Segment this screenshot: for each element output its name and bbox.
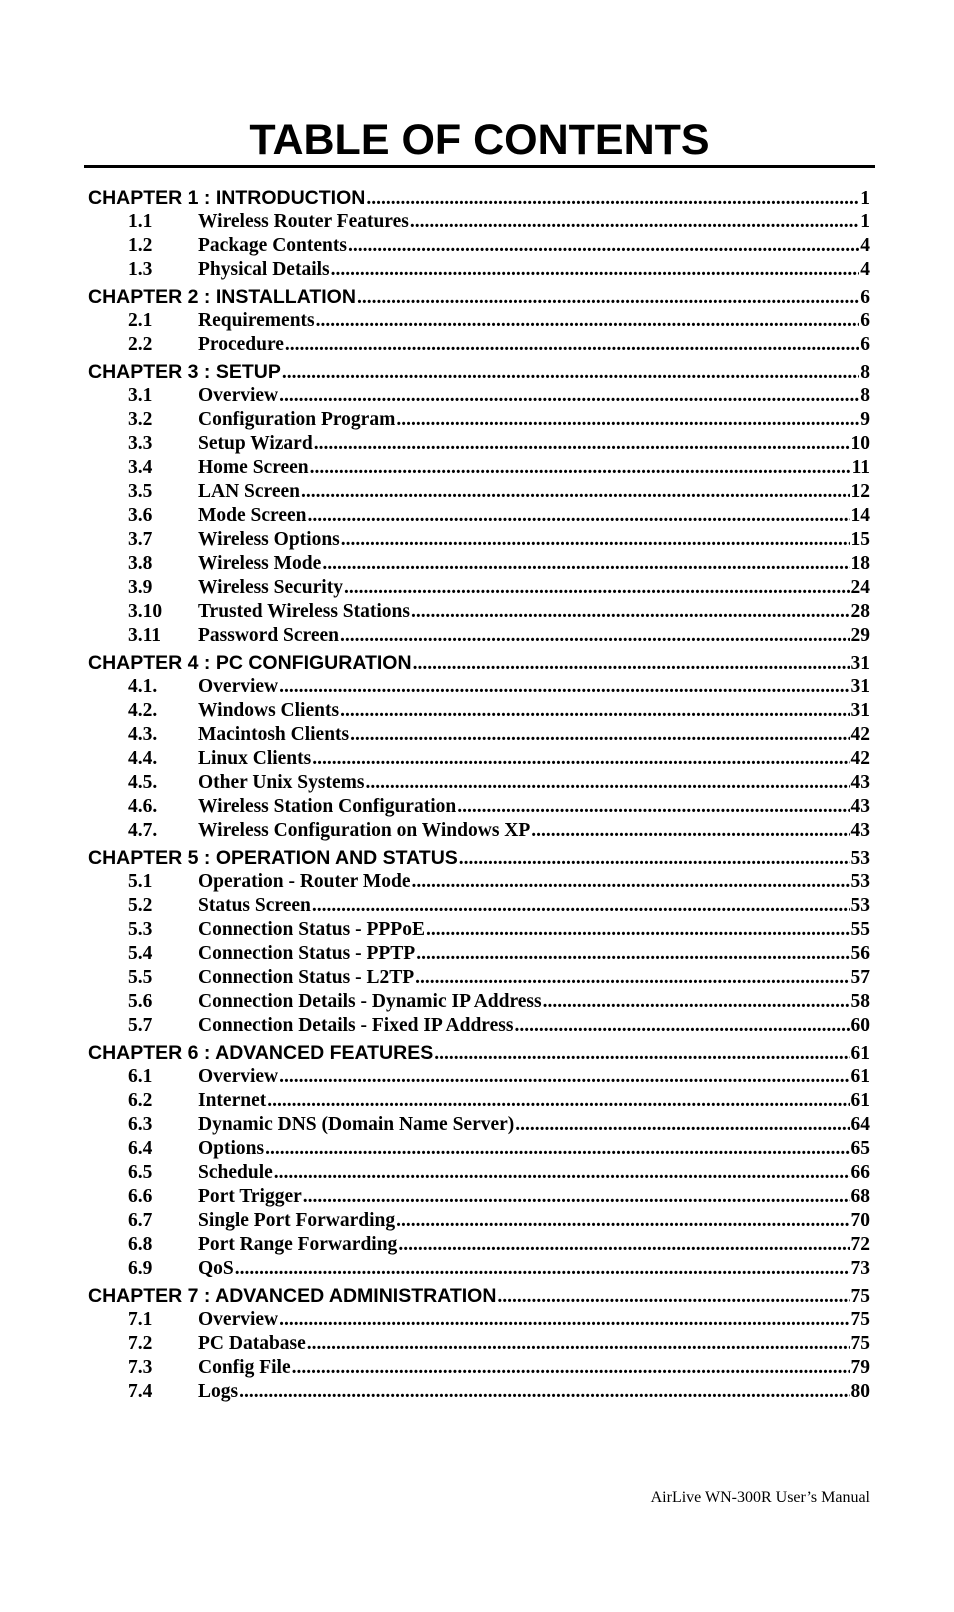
page-number: 42: [850, 748, 870, 769]
toc-section-entry[interactable]: [88, 480, 870, 504]
toc-section-entry[interactable]: [88, 795, 870, 819]
dot-leader: [543, 990, 850, 1014]
dot-leader: [457, 795, 849, 819]
page-number: 1: [860, 211, 870, 232]
toc-section-entry[interactable]: [88, 528, 870, 552]
section-title: Connection Status - PPTP: [198, 943, 416, 964]
toc-section-entry[interactable]: [88, 870, 870, 894]
page-number: 9: [860, 409, 870, 430]
page-number: 6: [860, 310, 870, 331]
section-title: Overview: [198, 385, 279, 406]
dot-leader: [279, 1065, 849, 1089]
section-number: 5.6: [128, 991, 153, 1012]
page-number: 66: [850, 1162, 870, 1183]
toc-section-entry[interactable]: [88, 771, 870, 795]
toc-section-entry[interactable]: [88, 1380, 870, 1404]
page-number: 12: [850, 481, 870, 502]
section-title: Trusted Wireless Stations: [198, 601, 410, 622]
dot-leader: [357, 286, 859, 310]
dot-leader: [235, 1257, 850, 1281]
section-number: 3.6: [128, 505, 153, 526]
page-number: 60: [850, 1015, 870, 1036]
dot-leader: [279, 1308, 849, 1332]
toc-chapter-entry[interactable]: [88, 360, 870, 384]
toc-section-entry[interactable]: [88, 966, 870, 990]
page-number: 53: [850, 871, 870, 892]
section-number: 1.1: [128, 211, 153, 232]
toc-section-entry[interactable]: [88, 1209, 870, 1233]
section-number: 3.11: [128, 625, 162, 646]
section-title: Options: [198, 1138, 265, 1159]
section-title: Physical Details: [198, 259, 330, 280]
section-title: Package Contents: [198, 235, 347, 256]
dot-leader: [341, 528, 850, 552]
section-title: Port Trigger: [198, 1186, 302, 1207]
toc-section-entry[interactable]: [88, 699, 870, 723]
section-title: Connection Details - Dynamic IP Address: [198, 991, 542, 1012]
page-number: 11: [851, 457, 870, 478]
toc-section-entry[interactable]: [88, 456, 870, 480]
dot-leader: [415, 966, 849, 990]
toc-section-entry[interactable]: [88, 747, 870, 771]
toc-section-entry[interactable]: [88, 1089, 870, 1113]
dot-leader: [411, 600, 850, 624]
toc-section-entry[interactable]: [88, 675, 870, 699]
toc-section-entry[interactable]: [88, 1257, 870, 1281]
dot-leader: [292, 1356, 850, 1380]
section-title: Connection Details - Fixed IP Address: [198, 1015, 514, 1036]
section-number: 3.10: [128, 601, 163, 622]
page-number: 14: [850, 505, 870, 526]
section-title: Schedule: [198, 1162, 273, 1183]
section-number: 7.1: [128, 1309, 153, 1330]
section-number: 1.2: [128, 235, 153, 256]
toc-section-entry[interactable]: [88, 258, 870, 282]
section-number: 1.3: [128, 259, 153, 280]
dot-leader: [312, 894, 850, 918]
section-number: 6.7: [128, 1210, 153, 1231]
dot-leader: [308, 504, 850, 528]
page-number: 6: [860, 334, 870, 355]
section-title: Configuration Program: [198, 409, 396, 430]
dot-leader: [267, 1089, 849, 1113]
section-number: 6.1: [128, 1066, 153, 1087]
section-number: 4.1.: [128, 676, 158, 697]
dot-leader: [331, 258, 860, 282]
dot-leader: [396, 1209, 849, 1233]
section-title: Connection Status - PPPoE: [198, 919, 425, 940]
page-number: 72: [850, 1234, 870, 1255]
toc-section-entry[interactable]: [88, 990, 870, 1014]
section-title: Status Screen: [198, 895, 311, 916]
section-title: Overview: [198, 676, 279, 697]
section-title: Overview: [198, 1309, 279, 1330]
section-title: Procedure: [198, 334, 284, 355]
toc-section-entry[interactable]: [88, 333, 870, 357]
toc-chapter-entry[interactable]: [88, 285, 870, 309]
toc-section-entry[interactable]: [88, 1161, 870, 1185]
page-number: 10: [850, 433, 870, 454]
toc-section-entry[interactable]: [88, 576, 870, 600]
page-number: 75: [850, 1333, 870, 1354]
section-title: PC Database: [198, 1333, 306, 1354]
page-number: 61: [850, 1066, 870, 1087]
dot-leader: [279, 675, 849, 699]
page-number: 15: [850, 529, 870, 550]
page-number: 43: [850, 772, 870, 793]
section-number: 6.3: [128, 1114, 153, 1135]
section-title: Wireless Configuration on Windows XP: [198, 820, 531, 841]
toc-section-entry[interactable]: [88, 723, 870, 747]
section-title: Home Screen: [198, 457, 309, 478]
page-number: 68: [850, 1186, 870, 1207]
dot-leader: [285, 333, 859, 357]
toc-section-entry[interactable]: [88, 432, 870, 456]
section-number: 3.2: [128, 409, 153, 430]
toc-section-entry[interactable]: [88, 918, 870, 942]
chapter-title: CHAPTER 3 : SETUP: [88, 361, 281, 383]
section-number: 7.4: [128, 1381, 153, 1402]
page-number: 31: [850, 653, 870, 674]
toc-chapter-entry[interactable]: [88, 1041, 870, 1065]
section-title: Requirements: [198, 310, 315, 331]
page-number: 8: [860, 385, 870, 406]
toc-section-entry[interactable]: [88, 894, 870, 918]
toc-section-entry[interactable]: [88, 1356, 870, 1380]
section-number: 6.6: [128, 1186, 153, 1207]
dot-leader: [366, 187, 859, 211]
section-number: 4.5.: [128, 772, 158, 793]
dot-leader: [413, 652, 850, 676]
dot-leader: [316, 309, 860, 333]
dot-leader: [312, 747, 849, 771]
page-number: 31: [850, 676, 870, 697]
toc-section-entry[interactable]: [88, 309, 870, 333]
section-title: Password Screen: [198, 625, 340, 646]
section-title: Wireless Station Configuration: [198, 796, 457, 817]
toc-section-entry[interactable]: [88, 624, 870, 648]
dot-leader: [239, 1380, 849, 1404]
dot-leader: [497, 1285, 849, 1309]
page-number: 70: [850, 1210, 870, 1231]
table-of-contents: [88, 186, 870, 1404]
section-number: 4.7.: [128, 820, 158, 841]
section-number: 7.3: [128, 1357, 153, 1378]
dot-leader: [340, 624, 849, 648]
toc-section-entry[interactable]: [88, 1332, 870, 1356]
chapter-title: CHAPTER 4 : PC CONFIGURATION: [88, 652, 412, 674]
page-number: 73: [850, 1258, 870, 1279]
section-number: 4.3.: [128, 724, 158, 745]
chapter-title: CHAPTER 2 : INSTALLATION: [88, 286, 356, 308]
section-title: Other Unix Systems: [198, 772, 365, 793]
section-number: 2.1: [128, 310, 153, 331]
section-number: 6.8: [128, 1234, 153, 1255]
section-number: 3.7: [128, 529, 153, 550]
toc-chapter-entry[interactable]: [88, 651, 870, 675]
section-number: 6.4: [128, 1138, 153, 1159]
page-number: 24: [850, 577, 870, 598]
section-title: QoS: [198, 1258, 234, 1279]
section-title: LAN Screen: [198, 481, 301, 502]
section-title: Setup Wizard: [198, 433, 313, 454]
page-number: 42: [850, 724, 870, 745]
dot-leader: [303, 1185, 850, 1209]
section-number: 4.4.: [128, 748, 158, 769]
section-number: 5.3: [128, 919, 153, 940]
section-title: Wireless Router Features: [198, 211, 409, 232]
section-title: Internet: [198, 1090, 267, 1111]
toc-section-entry[interactable]: [88, 408, 870, 432]
dot-leader: [322, 552, 849, 576]
page-number: 61: [850, 1090, 870, 1111]
section-title: Wireless Mode: [198, 553, 322, 574]
page-number: 53: [850, 848, 870, 869]
section-title: Wireless Options: [198, 529, 340, 550]
section-number: 3.1: [128, 385, 153, 406]
dot-leader: [365, 771, 849, 795]
page-title: TABLE OF CONTENTS: [249, 116, 710, 164]
section-number: 6.2: [128, 1090, 153, 1111]
section-number: 4.6.: [128, 796, 158, 817]
page-number: 4: [860, 259, 870, 280]
toc-chapter-entry[interactable]: [88, 186, 870, 210]
toc-chapter-entry[interactable]: [88, 1284, 870, 1308]
section-title: Dynamic DNS (Domain Name Server): [198, 1114, 515, 1135]
section-number: 6.5: [128, 1162, 153, 1183]
page-number: 4: [860, 235, 870, 256]
toc-section-entry[interactable]: [88, 1137, 870, 1161]
page-number: 18: [850, 553, 870, 574]
section-title: Wireless Security: [198, 577, 343, 598]
dot-leader: [301, 480, 849, 504]
toc-section-entry[interactable]: [88, 819, 870, 843]
section-number: 3.3: [128, 433, 153, 454]
page-number: 8: [860, 362, 870, 383]
dot-leader: [514, 1014, 849, 1038]
page-number: 6: [860, 287, 870, 308]
section-number: 5.1: [128, 871, 153, 892]
section-title: Port Range Forwarding: [198, 1234, 398, 1255]
section-title: Overview: [198, 1066, 279, 1087]
section-title: Logs: [198, 1381, 239, 1402]
section-number: 5.7: [128, 1015, 153, 1036]
section-number: 3.9: [128, 577, 153, 598]
title-rule: [84, 165, 875, 168]
dot-leader: [416, 942, 849, 966]
section-number: 3.5: [128, 481, 153, 502]
toc-section-entry[interactable]: [88, 504, 870, 528]
toc-section-entry[interactable]: [88, 210, 870, 234]
dot-leader: [282, 361, 859, 385]
toc-section-entry[interactable]: [88, 1113, 870, 1137]
page-number: 80: [850, 1381, 870, 1402]
page-number: 79: [850, 1357, 870, 1378]
section-title: Connection Status - L2TP: [198, 967, 415, 988]
dot-leader: [350, 723, 849, 747]
dot-leader: [344, 576, 850, 600]
section-number: 5.5: [128, 967, 153, 988]
dot-leader: [265, 1137, 849, 1161]
page-number: 29: [850, 625, 870, 646]
section-number: 3.4: [128, 457, 153, 478]
toc-section-entry[interactable]: [88, 234, 870, 258]
dot-leader: [310, 456, 851, 480]
dot-leader: [459, 847, 850, 871]
dot-leader: [434, 1042, 849, 1066]
dot-leader: [307, 1332, 850, 1356]
page-number: 64: [850, 1114, 870, 1135]
section-number: 7.2: [128, 1333, 153, 1354]
section-title: Macintosh Clients: [198, 724, 350, 745]
dot-leader: [398, 1233, 849, 1257]
dot-leader: [531, 819, 849, 843]
page-number: 53: [850, 895, 870, 916]
page-number: 58: [850, 991, 870, 1012]
page-number: 1: [860, 188, 870, 209]
dot-leader: [279, 384, 859, 408]
toc-section-entry[interactable]: [88, 1308, 870, 1332]
chapter-title: CHAPTER 6 : ADVANCED FEATURES: [88, 1042, 434, 1064]
dot-leader: [515, 1113, 849, 1137]
toc-section-entry[interactable]: [88, 600, 870, 624]
toc-section-entry[interactable]: [88, 1233, 870, 1257]
section-number: 5.2: [128, 895, 153, 916]
page-number: 75: [850, 1286, 870, 1307]
section-number: 3.8: [128, 553, 153, 574]
page-number: 55: [850, 919, 870, 940]
section-title: Linux Clients: [198, 748, 312, 769]
toc-section-entry[interactable]: [88, 942, 870, 966]
page-number: 57: [850, 967, 870, 988]
section-title: Single Port Forwarding: [198, 1210, 396, 1231]
toc-section-entry[interactable]: [88, 1065, 870, 1089]
page-footer: AirLive WN-300R User’s Manual: [650, 1489, 870, 1506]
dot-leader: [274, 1161, 850, 1185]
section-number: 6.9: [128, 1258, 153, 1279]
page-number: 61: [850, 1043, 870, 1064]
chapter-title: CHAPTER 1 : INTRODUCTION: [88, 187, 366, 209]
chapter-title: CHAPTER 5 : OPERATION AND STATUS: [88, 847, 458, 869]
page-number: 43: [850, 820, 870, 841]
toc-section-entry[interactable]: [88, 384, 870, 408]
section-title: Windows Clients: [198, 700, 340, 721]
toc-section-entry[interactable]: [88, 1185, 870, 1209]
dot-leader: [396, 408, 859, 432]
section-number: 2.2: [128, 334, 153, 355]
page-number: 31: [850, 700, 870, 721]
page-number: 43: [850, 796, 870, 817]
section-number: 5.4: [128, 943, 153, 964]
section-title: Mode Screen: [198, 505, 307, 526]
section-number: 4.2.: [128, 700, 158, 721]
section-title: Operation - Router Mode: [198, 871, 411, 892]
section-title: Config File: [198, 1357, 291, 1378]
page-number: 65: [850, 1138, 870, 1159]
toc-section-entry[interactable]: [88, 552, 870, 576]
page-number: 56: [850, 943, 870, 964]
chapter-title: CHAPTER 7 : ADVANCED ADMINISTRATION: [88, 1285, 497, 1307]
page-number: 75: [850, 1309, 870, 1330]
toc-chapter-entry[interactable]: [88, 846, 870, 870]
dot-leader: [411, 870, 849, 894]
toc-section-entry[interactable]: [88, 1014, 870, 1038]
dot-leader: [340, 699, 849, 723]
dot-leader: [410, 210, 859, 234]
dot-leader: [426, 918, 850, 942]
dot-leader: [314, 432, 850, 456]
dot-leader: [348, 234, 859, 258]
page-number: 28: [850, 601, 870, 622]
